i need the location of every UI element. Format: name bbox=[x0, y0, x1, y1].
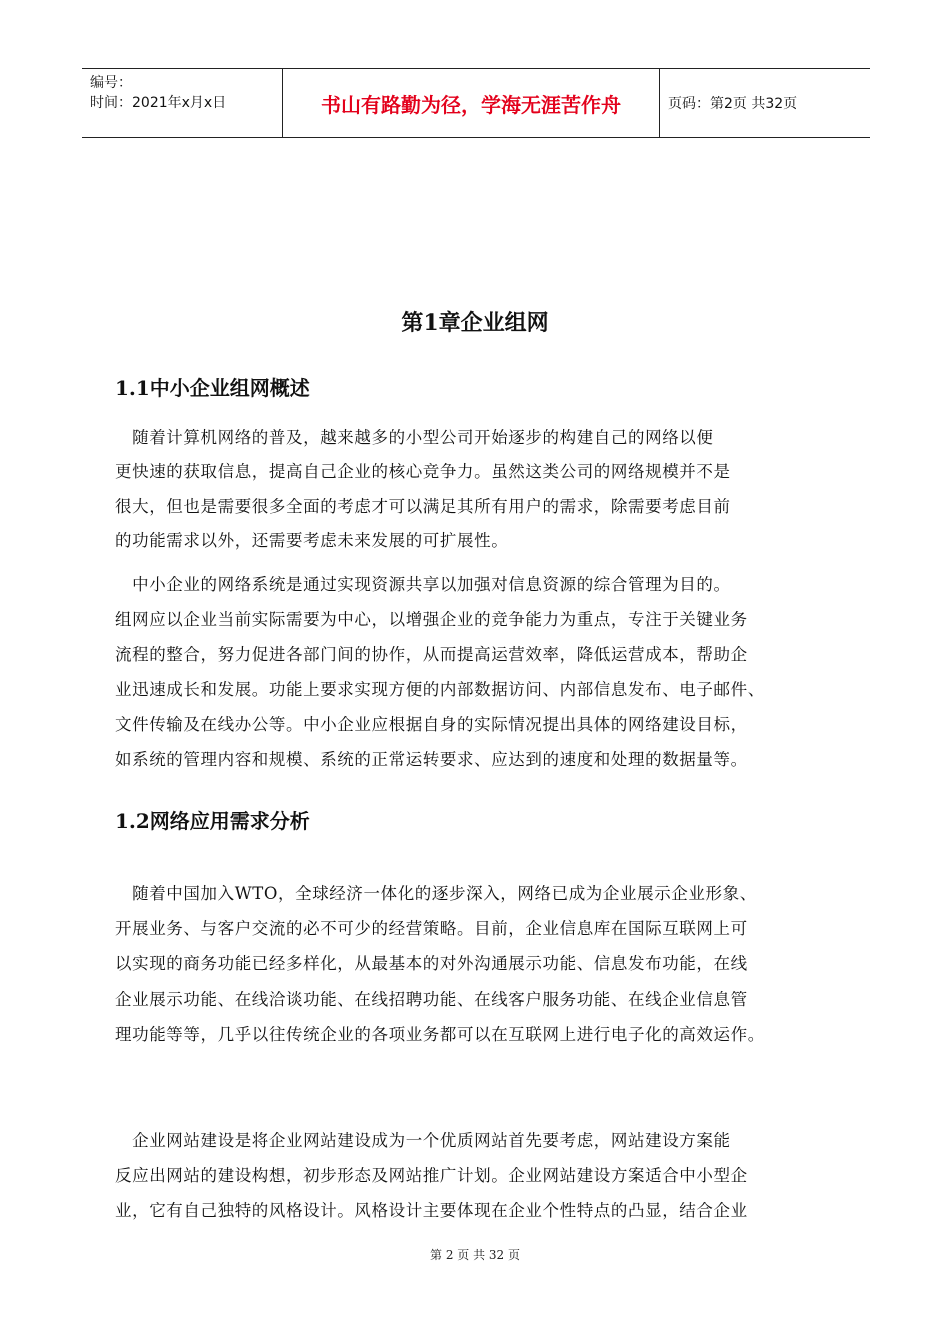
text-line: 以实现的商务功能已经多样化，从最基本的对外沟通展示功能、信息发布功能，在线 bbox=[115, 954, 748, 973]
text-line: 流程的整合，努力促进各部门间的协作，从而提高运营效率，降低运营成本，帮助企 bbox=[115, 645, 748, 664]
text-line: 的功能需求以外，还需要考虑未来发展的可扩展性。 bbox=[115, 531, 509, 550]
text-line: 开展业务、与客户交流的必不可少的经营策略。目前，企业信息库在国际互联网上可 bbox=[115, 919, 748, 938]
page-info-text: 页码：第2页 共32页 bbox=[668, 96, 798, 112]
section-title: 1.2网络应用需求分析 bbox=[115, 809, 310, 833]
text-line: 理功能等等，几乎以往传统企业的各项业务都可以在互联网上进行电子化的高效运作。 bbox=[115, 1025, 765, 1044]
text-line: 组网应以企业当前实际需要为中心，以增强企业的竞争能力为重点，专注于关键业务 bbox=[115, 610, 748, 629]
section-title: 1.1中小企业组网概述 bbox=[115, 376, 310, 400]
text-line: 反应出网站的建设构想，初步形态及网站推广计划。企业网站建设方案适合中小型企 bbox=[115, 1166, 748, 1185]
page-header bbox=[82, 68, 870, 138]
header-page-info bbox=[658, 69, 870, 137]
text-line: 文件传输及在线办公等。中小企业应根据自身的实际情况提出具体的网络建设目标， bbox=[115, 715, 748, 734]
time-label: 时间：2021年x月x日 bbox=[90, 95, 227, 111]
number-label: 编号： bbox=[90, 75, 132, 91]
text-line: 更快速的获取信息，提高自己企业的核心竞争力。虽然这类公司的网络规模并不是 bbox=[115, 462, 731, 481]
text-line: 业，它有自己独特的风格设计。风格设计主要体现在企业个性特点的凸显，结合企业 bbox=[115, 1201, 748, 1220]
text-line: 很大，但也是需要很多全面的考虑才可以满足其所有用户的需求，除需要考虑目前 bbox=[115, 497, 731, 516]
text-line: 中小企业的网络系统是通过实现资源共享以加强对信息资源的综合管理为目的。 bbox=[115, 575, 731, 594]
chapter-title: 第1章企业组网 bbox=[401, 310, 549, 336]
header-motto: 书山有路勤为径，学海无涯苦作舟 bbox=[282, 69, 660, 137]
text-line: 企业展示功能、在线洽谈功能、在线招聘功能、在线客户服务功能、在线企业信息管 bbox=[115, 990, 748, 1009]
text-line: 企业网站建设是将企业网站建设成为一个优质网站首先要考虑，网站建设方案能 bbox=[115, 1131, 731, 1150]
text-line: 随着中国加入WTO，全球经济一体化的逐步深入，网络已成为企业展示企业形象、 bbox=[115, 884, 757, 903]
text-line: 随着计算机网络的普及，越来越多的小型公司开始逐步的构建自己的网络以便 bbox=[115, 428, 714, 447]
header-meta bbox=[82, 69, 282, 137]
text-line: 业迅速成长和发展。功能上要求实现方便的内部数据访问、内部信息发布、电子邮件、 bbox=[115, 680, 765, 699]
page-footer: 第 2 页 共 32 页 bbox=[430, 1248, 520, 1262]
text-line: 如系统的管理内容和规模、系统的正常运转要求、应达到的速度和处理的数据量等。 bbox=[115, 750, 748, 769]
